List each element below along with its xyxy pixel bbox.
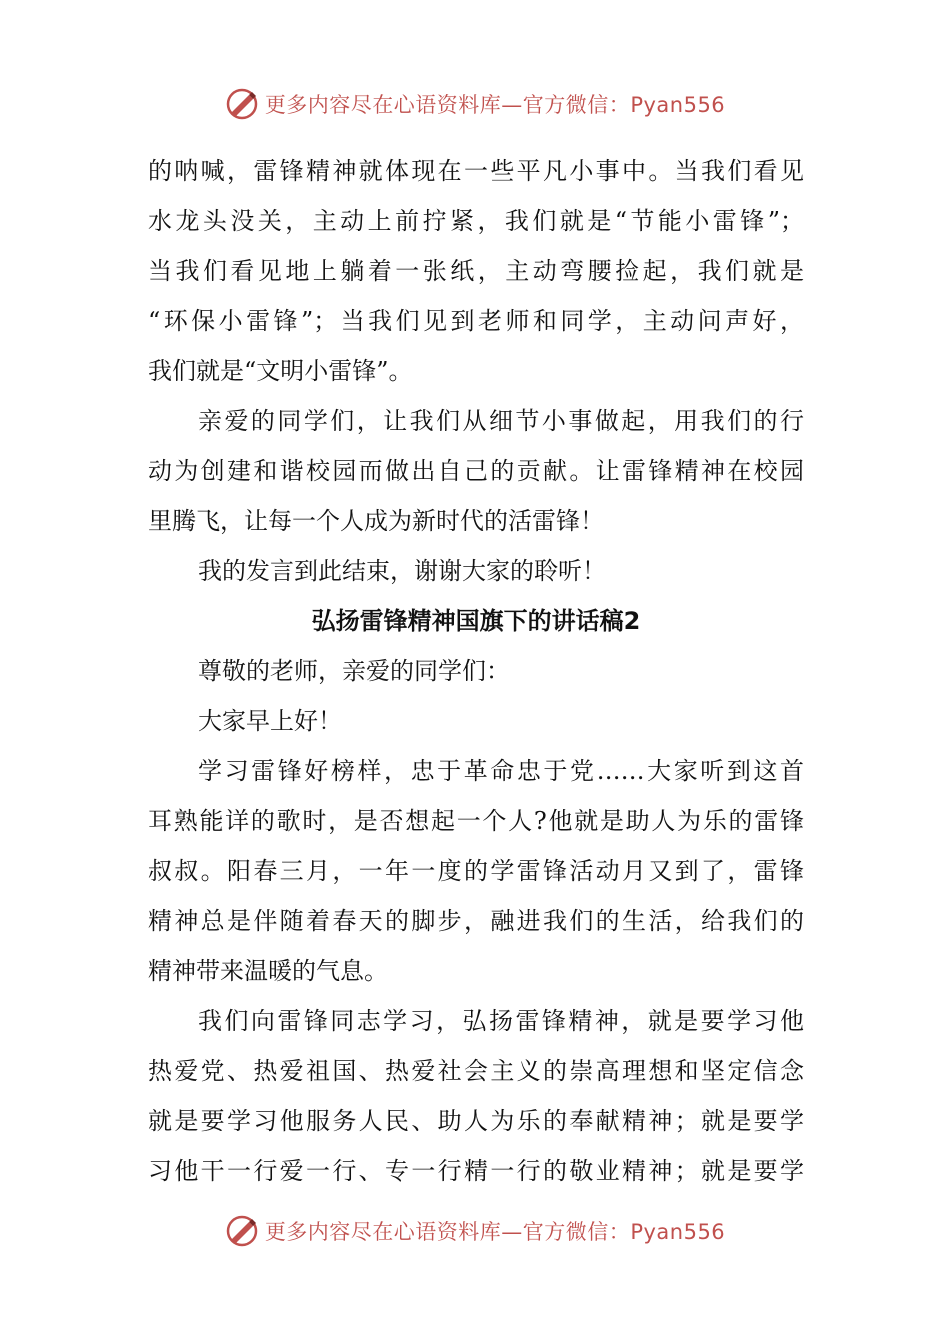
text-line: 习他干一行爱一行、专一行精一行的敬业精神；就是要学 (148, 1157, 804, 1185)
text-line: 动为创建和谐校园而做出自己的贡献。让雷锋精神在校园 (148, 457, 804, 485)
text-line: 我的发言到此结束，谢谢大家的聆听！ (198, 557, 606, 585)
text-line: 当我们看见地上躺着一张纸，主动弯腰捡起，我们就是 (148, 257, 804, 285)
text-line: 的呐喊，雷锋精神就体现在一些平凡小事中。当我们看见 (148, 157, 804, 185)
text-line: 水龙头没关，主动上前拧紧，我们就是“节能小雷锋”； (148, 207, 804, 235)
text-line: 学习雷锋好榜样，忠于革命忠于党……大家听到这首 (198, 757, 804, 785)
header-banner (0, 84, 950, 124)
footer-text: 更多内容尽在心语资料库—官方微信：Pyan556 (264, 1220, 726, 1244)
section-title: 弘扬雷锋精神国旗下的讲话稿2 (311, 607, 641, 635)
text-line: 精神带来温暖的气息。 (148, 957, 388, 985)
text-line: 里腾飞，让每一个人成为新时代的活雷锋！ (148, 507, 604, 535)
footer-banner (0, 1211, 950, 1251)
text-line: 我们就是“文明小雷锋”。 (148, 357, 413, 385)
text-line: 叔叔。阳春三月，一年一度的学雷锋活动月又到了，雷锋 (148, 857, 804, 885)
text-line: 就是要学习他服务人民、助人为乐的奉献精神；就是要学 (148, 1107, 804, 1135)
footer-wechat-id: Pyan556 (630, 1220, 726, 1244)
text-line: 我们向雷锋同志学习，弘扬雷锋精神，就是要学习他 (198, 1007, 804, 1035)
text-line: “环保小雷锋”；当我们见到老师和同学，主动问声好， (148, 307, 804, 335)
text-line: 精神总是伴随着春天的脚步，融进我们的生活，给我们的 (148, 907, 804, 935)
pen-circle-logo-icon (225, 87, 259, 121)
header-text: 更多内容尽在心语资料库—官方微信：Pyan556 (264, 93, 726, 117)
document-body (148, 146, 804, 1196)
salutation: 尊敬的老师，亲爱的同学们： (198, 657, 510, 685)
text-line: 热爱党、热爱祖国、热爱社会主义的崇高理想和坚定信念 (148, 1057, 804, 1085)
text-line: 亲爱的同学们，让我们从细节小事做起，用我们的行 (198, 407, 804, 435)
pen-circle-logo-icon (225, 1214, 259, 1248)
header-wechat-id: Pyan556 (630, 93, 726, 117)
text-line: 耳熟能详的歌时，是否想起一个人?他就是助人为乐的雷锋 (148, 807, 804, 835)
greeting: 大家早上好！ (198, 707, 342, 735)
